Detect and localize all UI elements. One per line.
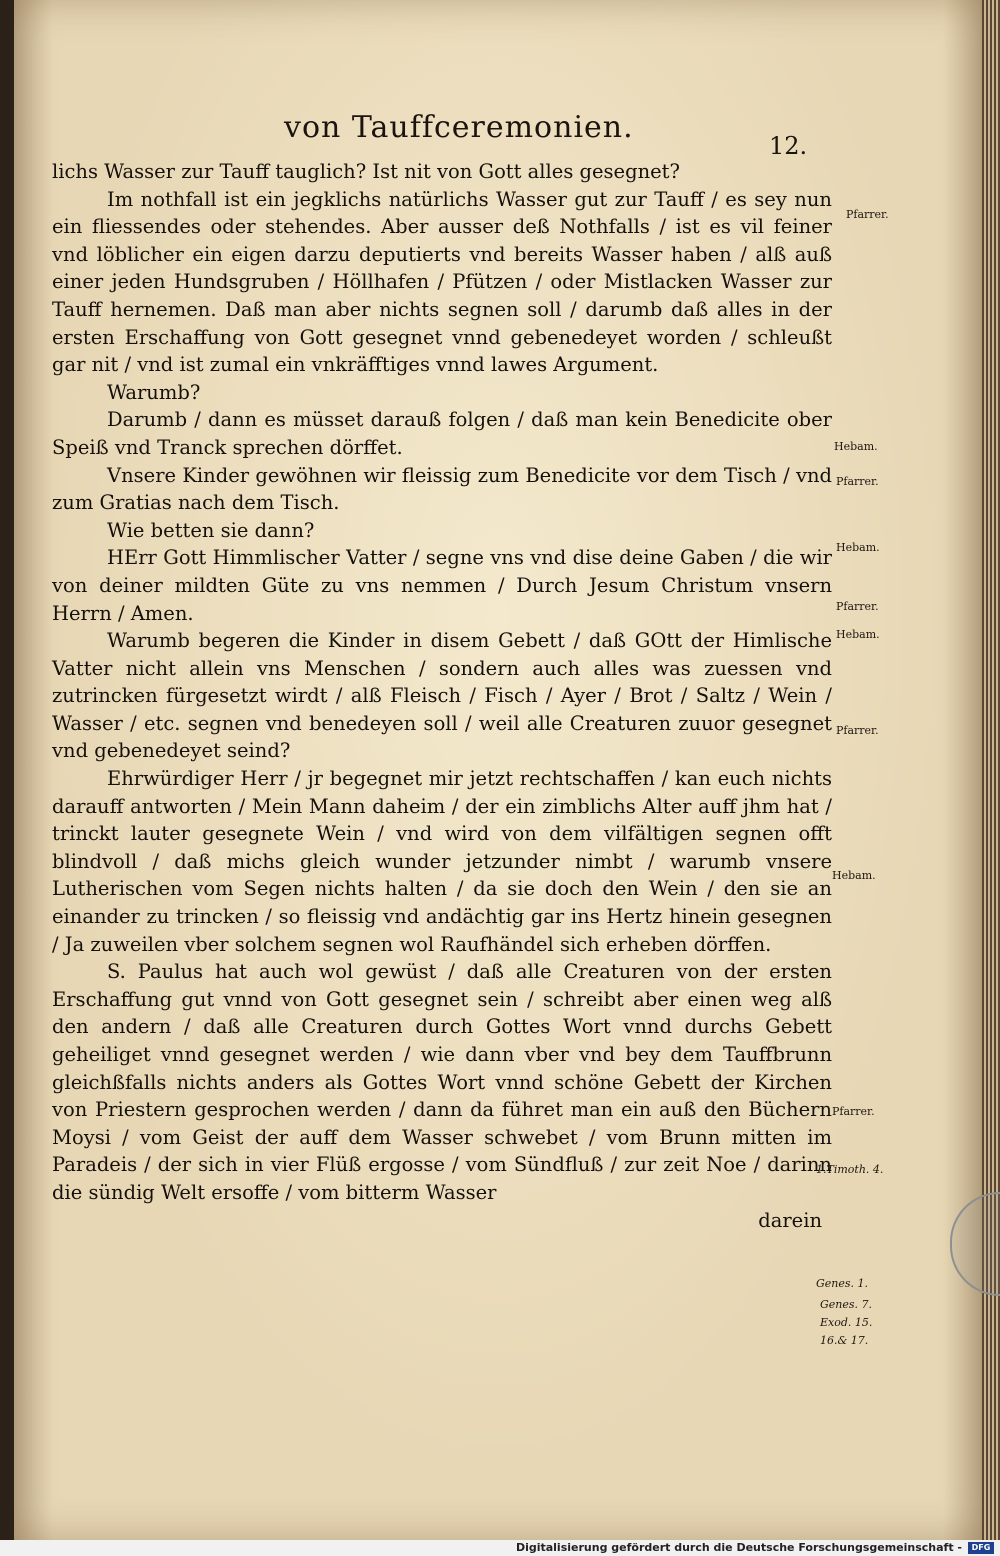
margin-note: Hebam. — [836, 541, 880, 554]
body-text — [52, 158, 832, 1234]
footer-credit: Digitalisierung gefördert durch die Deutsche Forschungsgemeinschaft - — [515, 1541, 962, 1554]
running-header: von Tauffceremonien. — [284, 110, 634, 145]
margin-note: Hebam. — [836, 628, 880, 641]
book-page — [14, 0, 982, 1540]
margin-note: Pfarrer. — [832, 1105, 875, 1118]
margin-note: Pfarrer. — [836, 475, 879, 488]
paragraph: S. Paulus hat auch wol gewüst / daß alle Creaturen von der ersten Erschaffung gut vnnd von Gott gesegnet sein / schreibt aber einen weg alß den andern / daß alle Creaturen durch Gottes Wort vnnd durchs Gebett geheiliget vnnd gesegnet werden / wie dann vber vnd bey dem Tauffbrunn gleichßfalls nichts anders als Gottes Wort vnnd schöne Gebett der Kirchen von Priestern gesprochen werden / dann da führet man ein auß den Büchern Moysi / vom Geist der auff dem Wasser schwebet / vom Brunn mitten im Paradeis / der sich in vier Flüß ergosse / vom Sündfluß / zur zeit Noe / darinn die sündig Welt ersoffe / vom bitterm Wasser — [52, 960, 832, 1204]
paragraph: Wie betten sie dann? — [107, 518, 315, 542]
margin-note: Hebam. — [834, 440, 878, 453]
page-number: 12. — [769, 132, 808, 160]
margin-note: Genes. 7. — [820, 1298, 873, 1311]
paragraph: Im nothfall ist ein jegklichs natürlichs Wasser gut zur Tauff / es sey nun ein fliessendes oder stehendes. Aber ausser deß Nothfalls / ist es vil feiner vnd löblicher ein eigen darzu deputierts vnd bereits Wasser haben / alß auß einer jeden Hundsgruben / Höllhafen / Pfützen / oder Mistlacken Wasser zur Tauff hernemen. Daß man aber nichts segnen soll / darumb daß alles in der ersten Erschaffung von Gott gesegnet vnnd gebenedeyet worden / schleußt gar nit / vnd ist zumal ein vnkräfftiges vnnd lawes Argument. — [52, 187, 832, 377]
catchword: darein — [758, 1208, 822, 1232]
margin-note: 16.& 17. — [820, 1334, 869, 1347]
margin-note: Pfarrer. — [836, 724, 879, 737]
paragraph: lichs Wasser zur Tauff tauglich? Ist nit von Gott alles gesegnet? — [52, 160, 680, 183]
margin-note: Pfarrer. — [846, 208, 889, 221]
paragraph: HErr Gott Himmlischer Vatter / segne vns vnd dise deine Gaben / die wir von deiner mildten Güte zu vns nemmen / Durch Jesum Christum vnsern Herrn / Amen. — [52, 546, 832, 625]
margin-note: Pfarrer. — [836, 600, 879, 613]
dfg-logo-icon: DFG — [968, 1542, 994, 1554]
paragraph: Ehrwürdiger Herr / jr begegnet mir jetzt rechtschaffen / kan euch nichts darauff antworten / Mein Mann daheim / der ein zimblichs Alter auff jhm hat / trinckt lauter gesegnete Wein / vnd wird von dem vilfältigen segnen offt blindvoll / daß michs gleich wunder jetzunder nimbt / warumb vnsere Lutherischen vom Segen nichts halten / da sie doch den Wein / den sie an einander zu trincken / so fleissig vnd andächtig gar ins Hertz hinein gesegnen / Ja zuweilen vber solchem segnen wol Raufhändel sich erheben dörffen. — [52, 767, 832, 956]
margin-note: Hebam. — [832, 869, 876, 882]
margin-note: 1.Timoth. 4. — [816, 1163, 884, 1176]
paragraph: Warumb begeren die Kinder in disem Gebett / daß GOtt der Himlische Vatter nicht allein vns Menschen / sondern auch alles was zuessen vnd zutrincken fürgesetzt wirdt / alß Fleisch / Fisch / Ayer / Brot / Saltz / Wein / Wasser / etc. segnen vnd benedeyen soll / weil alle Creaturen zuuor gesegnet vnd gebenedeyet seind? — [52, 629, 832, 763]
margin-note: Genes. 1. — [816, 1277, 869, 1290]
margin-note: Exod. 15. — [820, 1316, 873, 1329]
page-edges — [982, 0, 1000, 1556]
footer-bar — [0, 1540, 1000, 1556]
paragraph: Darumb / dann es müsset darauß folgen / daß man kein Benedicite ober Speiß vnd Tranck sprechen dörffet. — [52, 408, 832, 459]
paragraph: Vnsere Kinder gewöhnen wir fleissig zum Benedicite vor dem Tisch / vnd zum Gratias nach dem Tisch. — [52, 463, 832, 515]
paragraph: Warumb? — [107, 380, 201, 404]
